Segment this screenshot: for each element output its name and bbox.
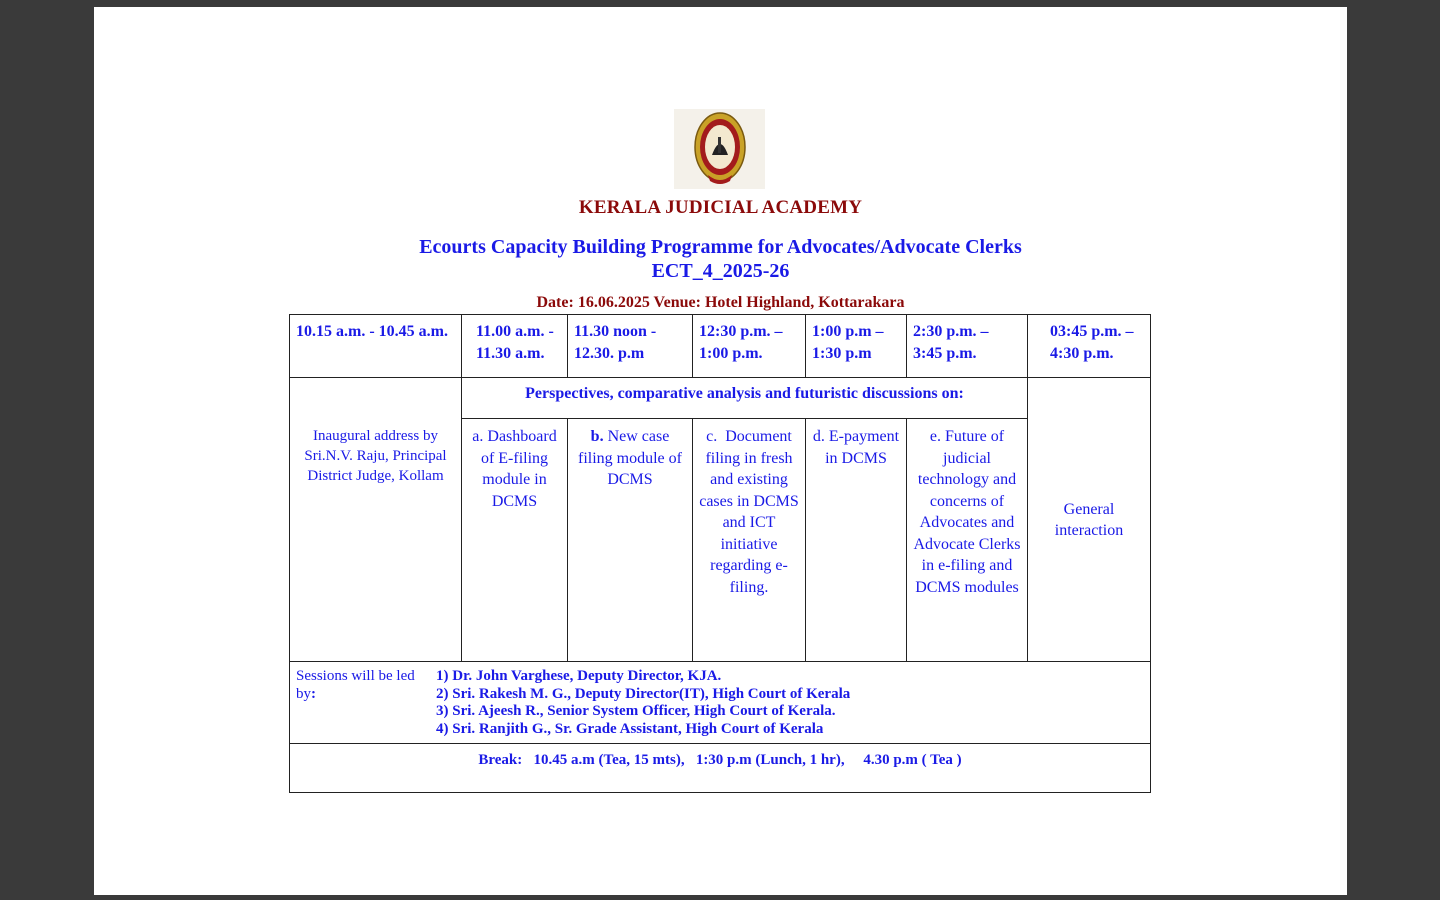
- break-schedule: Break: 10.45 a.m (Tea, 15 mts), 1:30 p.m (Lunch, 1 hr), 4.30 p.m ( Tea ): [290, 744, 1151, 793]
- topic-cell: d. E-payment in DCMS: [806, 419, 907, 662]
- programme-code: ECT_4_2025-26: [651, 260, 790, 282]
- programme-title: Ecourts Capacity Building Programme for Advocates/Advocate Clerks: [419, 236, 1022, 258]
- general-interaction: General interaction: [1028, 378, 1151, 662]
- leader-item: 1) Dr. John Varghese, Deputy Director, KJA.: [436, 668, 722, 684]
- break-row: [290, 744, 1151, 793]
- time-slot: 10.15 a.m. - 10.45 a.m.: [290, 315, 462, 378]
- session-leaders: Sessions will be led by: 1) Dr. John Varghese, Deputy Director, KJA. 2) Sri. Rakesh M. G., Deputy Director(IT), High Court of Kerala 3) Sri. Ajeesh R., Senior System Officer, High Court of Kerala. 4) Sri. Ranjith G., Sr. Grade Assistant, High Court of Kerala: [290, 662, 1151, 744]
- leader-item: 3) Sri. Ajeesh R., Senior System Officer, High Court of Kerala.: [436, 703, 836, 719]
- document-page: [94, 7, 1347, 895]
- time-slot: 1:00 p.m – 1:30 p.m: [806, 315, 907, 378]
- kja-emblem-icon: [674, 109, 765, 189]
- time-slot-row: [290, 315, 1151, 378]
- time-slot: 11.00 a.m. - 11.30 a.m.: [462, 315, 568, 378]
- sessions-label: Sessions will be led by: [296, 668, 415, 702]
- perspectives-heading: Perspectives, comparative analysis and futuristic discussions on:: [462, 378, 1028, 419]
- perspectives-row: [290, 378, 1151, 419]
- leader-item: 2) Sri. Rakesh M. G., Deputy Director(IT), High Court of Kerala: [436, 685, 851, 702]
- time-slot: 12:30 p.m. – 1:00 p.m.: [693, 315, 806, 378]
- leader-list: [436, 668, 850, 738]
- date-venue: Date: 16.06.2025 Venue: Hotel Highland, Kottarakara: [536, 294, 905, 311]
- topic-cell: b. New case filing module of DCMS: [568, 419, 693, 662]
- topic-cell: c. Document filing in fresh and existing cases in DCMS and ICT initiative regarding e-filing.: [693, 419, 806, 662]
- schedule-table: [289, 314, 1151, 793]
- time-slot: 03:45 p.m. – 4:30 p.m.: [1028, 315, 1151, 378]
- academy-name: KERALA JUDICIAL ACADEMY: [578, 197, 863, 218]
- topic-cell: a. Dashboard of E-filing module in DCMS: [462, 419, 568, 662]
- inaugural-address: Inaugural address by Sri.N.V. Raju, Principal District Judge, Kollam: [290, 378, 462, 662]
- leader-item: 4) Sri. Ranjith G., Sr. Grade Assistant, High Court of Kerala: [436, 720, 824, 737]
- time-slot: 2:30 p.m. – 3:45 p.m.: [907, 315, 1028, 378]
- time-slot: 11.30 noon - 12.30. p.m: [568, 315, 693, 378]
- emblem-graphic: [694, 111, 746, 187]
- sessions-row: [290, 662, 1151, 744]
- topic-cell: e. Future of judicial technology and concerns of Advocates and Advocate Clerks in e-filing and DCMS modules: [907, 419, 1028, 662]
